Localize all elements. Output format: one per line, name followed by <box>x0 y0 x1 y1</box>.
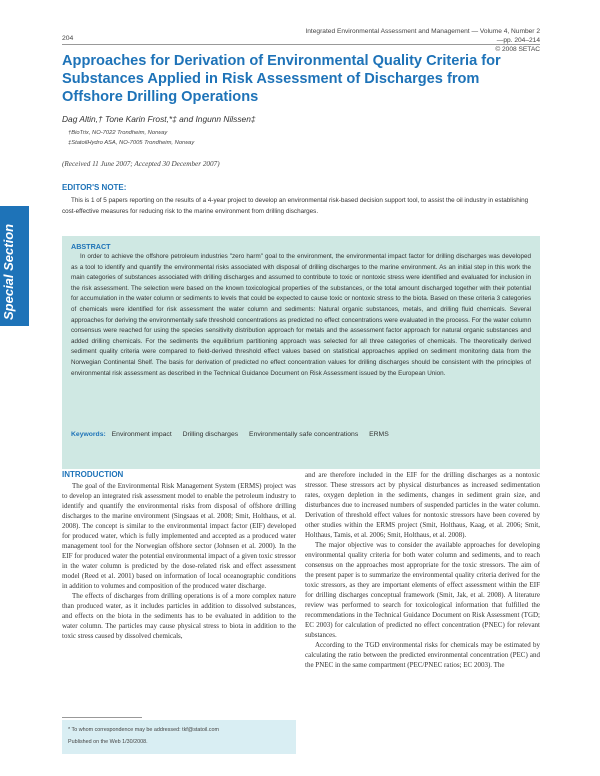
published-note: Published on the Web 1/30/2008. <box>68 739 148 745</box>
abstract-heading: ABSTRACT <box>71 242 111 251</box>
footnote-divider <box>62 717 142 718</box>
intro-paragraph-1: The goal of the Environmental Risk Management System (ERMS) project was to develop an integrated risk assessment model to enable the petroleum industry to identify and quantify the environmental risks from disposal of offshore drilling discharges to the marine environment (Singsaas et al. 2008; Smit, Holthaus, et al. 2008). The concept is similar to the environmental impact factor (EIF) developed for produced water, which is fully implemented and accepted as a produced water management tool for the Norwegian offshore sector (Johnsen et al. 2000). In the EIF for produced water the potential environmental impact of a given toxic stressor in the water column is predicted by the dose-related risk and effect assessment model (Reed et al. 2001) based on information of local oceanographic conditions in addition to volumes and composition of the produced water discharge. <box>62 482 296 590</box>
journal-citation: Integrated Environmental Assessment and Management — Volume 4, Number 2—pp. 204–214 <box>305 28 540 44</box>
journal-header <box>300 27 540 54</box>
affiliation-2: ‡StatoilHydro ASA, NO-7005 Trondheim, Norway <box>68 139 195 146</box>
special-section-label: Special Section <box>1 223 16 320</box>
body-column-right <box>305 470 540 670</box>
abstract-box <box>62 236 540 469</box>
abstract-text: In order to achieve the offshore petroleum industries "zero harm" goal to the environment, the environmental impact factor for drilling discharges was developed as a tool to identify and quantify the environmental risks associated with disposal of drilling discharges to the marine environment. As an initial step in this work the main categories of substances associated with drilling discharges and assumed to contribute to toxic or nontoxic stress were identified and evaluated for inclusion in the risk assessment. The selection were based on the known toxicological properties of the substances, or the total amount discharged together with their potential for accumulation in the water column or sediments to levels that could be expected to cause toxic or nontoxic stress to the biota. Based on these criteria 3 categories of chemicals were identified for risk assessment the water column and sediments: Natural organic substances, metals, and drilling fluid chemicals. Several approaches for deriving the environmentally safe threshold concentrations as predicted no effect concentrations were evaluated in the process. For the water column consensus were reached for using the species sensitivity distribution approach for metals and the assessment factor approach for natural organic substances and added drilling chemicals. For the sediments the equilibrium partitioning approach was selected for all three categories of chemicals. The theoretically derived sediment quality criteria were compared to field-derived threshold effect values based on statistical approaches applied on sediment monitoring data from the Norwegian Continental Shelf. The basis for derivation of predicted no effect concentration values for drilling discharges should be consistent with the principles of environmental risk assessment as described in the Technical Guidance Document on Risk Assessment issued by the European Union. <box>71 253 531 377</box>
intro-paragraph-3: and are therefore included in the EIF for the drilling discharges as a nontoxic stressor. These stressors act by physical disturbances as increased sedimentation rates, oxygen depletion in the sediments, changes in sediment grain size, and disturbances due to increased numbers of suspended particles in the water column. Derivation of threshold effect values for nontoxic stressors have been covered by other studies within the ERMS project (Smit, Holthaus, Kaag, et al. 2006; Smit, Holthaus, Tamis, et al. 2006; Smit, Holthaus, et al. 2008). <box>305 471 540 539</box>
header-divider <box>62 44 540 45</box>
special-section-tab <box>0 206 29 326</box>
received-dates: (Received 11 June 2007; Accepted 30 December 2007) <box>62 160 220 168</box>
keywords-line <box>71 431 398 438</box>
introduction-heading: INTRODUCTION <box>62 470 124 479</box>
affiliation-1: †BioTrix, NO-7022 Trondheim, Norway <box>68 130 168 136</box>
correspondence-note: * To whom correspondence may be addressed: tkf@statoil.com <box>68 727 219 733</box>
keywords-label: Keywords: <box>71 431 106 438</box>
copyright: © 2008 SETAC <box>495 46 540 53</box>
footnote-box <box>62 720 296 754</box>
intro-paragraph-2: The effects of discharges from drilling operations is of a more complex nature than produced water, as it includes particles in addition to dissolved substances, and effects on the biota in the sediments has to be evaluated in addition to the water column. The particles may cause physical stress to biota in addition to the toxic stress caused by dissolved chemicals, <box>62 592 296 640</box>
article-title: Approaches for Derivation of Environmental Quality Criteria for Substances Applied in Risk Assessment of Discharges from Offshore Drilling Operations <box>62 53 501 105</box>
keyword: Drilling discharges <box>182 431 239 438</box>
body-column-left <box>62 470 296 641</box>
page-number: 204 <box>62 35 74 42</box>
editors-note-text: This is 1 of 5 papers reporting on the results of a 4-year project to develop an environmental risk-based decision support tool, to assist the oil industry in establishing cost-effective measures for reducing risk to the marine environment from drilling discharges. <box>62 197 529 215</box>
keyword: ERMS <box>369 431 389 438</box>
intro-paragraph-4: The major objective was to consider the available approaches for developing environmental quality criteria for both water column and sediments, and to reach consensus on the approaches most appropriate for the toxic stressors. The aim of the present paper is to summarize the environmental quality criteria derived for the toxic stressors, as they are important elements of effect assessment within the EIF for drilling discharges conceptual framework (Smit, Jak, et al. 2008). A literature review was performed to search for toxicological information that fulfilled the recommendations in the Technical Guidance Document on Risk Assessment (TGD; EC 2003) for calculation of predicted no effect concentration (PNEC) for relevant substances. <box>305 541 540 639</box>
author-list: Dag Altin,† Tone Karin Frost,*‡ and Ingunn Nilssen‡ <box>62 114 256 124</box>
intro-paragraph-5: According to the TGD environmental risks for chemicals may be estimated by calculating the ratio between the predicted environmental concentration (PEC) and the PNEC in the same compartment (PEC/PNEC ratios; EC 2003). The <box>305 641 540 669</box>
affiliations <box>68 129 548 148</box>
editors-note-heading: EDITOR'S NOTE: <box>62 183 127 192</box>
keyword: Environment impact <box>111 431 172 438</box>
keyword: Environmentally safe concentrations <box>249 431 359 438</box>
